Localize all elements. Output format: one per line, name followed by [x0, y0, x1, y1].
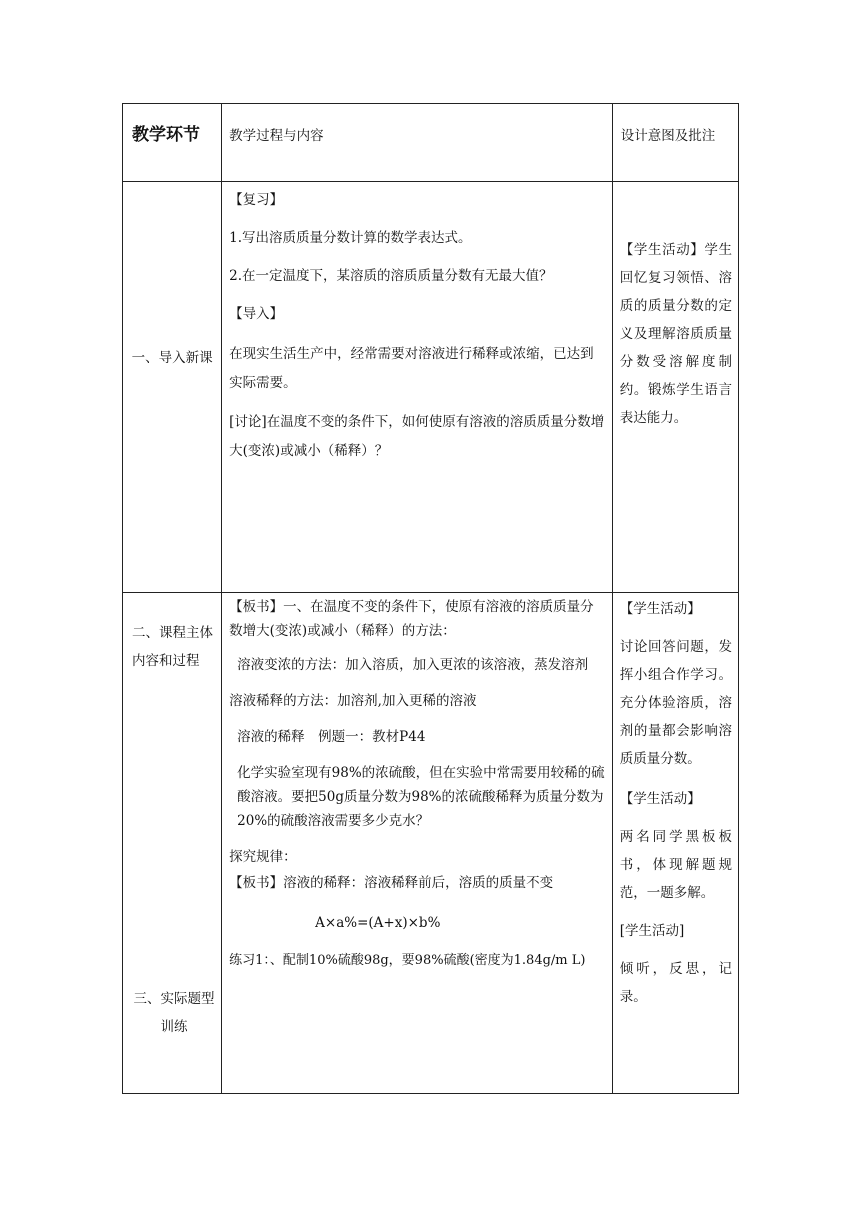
design-note: [学生活动] — [619, 923, 685, 939]
content-cell — [222, 182, 613, 593]
content-paragraph: 溶液稀释的方法：加溶剂,加入更稀的溶液 — [229, 693, 477, 709]
content-paragraph: 【导入】 — [229, 306, 284, 322]
formula: A×a%=(A+x)×b% — [315, 915, 441, 931]
stage-cell — [123, 593, 222, 1094]
design-note: 讨论回答问题，发挥小组合作学习。充分体验溶质，溶剂的量都会影响溶质质量分数。 — [619, 639, 732, 767]
design-note: 【学生活动】学生回忆复习领悟、溶质的质量分数的定义及理解溶质质量分数受溶解度制约。锻炼学生语言表达能力。 — [619, 242, 732, 426]
header-cell-notes — [612, 104, 738, 182]
stage-label-practice: 三、实际题型训练 — [133, 991, 215, 1035]
header-content-label: 教学过程与内容 — [229, 128, 324, 144]
content-paragraph: 【复习】 — [229, 192, 284, 208]
content-paragraph: 1.写出溶质质量分数计算的数学表达式。 — [229, 230, 472, 246]
content-paragraph: [讨论]在温度不变的条件下，如何使原有溶液的溶质质量分数增大(变浓)或减小（稀释）？ — [229, 414, 605, 459]
notes-cell — [612, 182, 738, 593]
content-paragraph: 溶液变浓的方法：加入溶质，加入更浓的该溶液，蒸发溶剂 — [237, 657, 589, 673]
content-paragraph: 化学实验室现有98%的浓硫酸，但在实验中常需要用较稀的硫酸溶液。要把50g质量分数为98%的浓硫酸稀释为质量分数为20%的硫酸溶液需要多少克水？ — [237, 765, 605, 829]
content-paragraph: 【板书】一、在温度不变的条件下，使原有溶液的溶质质量分数增大(变浓)或减小（稀释）的方法： — [229, 599, 594, 639]
content-cell — [222, 593, 613, 1094]
stage-cell — [123, 182, 222, 593]
design-note: 两名同学黑板板书，体现解题规范，一题多解。 — [619, 829, 732, 901]
content-paragraph: 【板书】溶液的稀释：溶液稀释前后，溶质的质量不变 — [229, 875, 554, 891]
content-paragraph: 在现实生活生产中，经常需要对溶液进行稀释或浓缩，已达到实际需要。 — [229, 346, 594, 391]
header-cell-stage — [123, 104, 222, 182]
table-row — [123, 593, 739, 1094]
table-row — [123, 182, 739, 593]
design-note: 【学生活动】 — [619, 791, 701, 807]
content-paragraph: 溶液的稀释 例题一：教材P44 — [237, 729, 426, 745]
notes-cell — [612, 593, 738, 1094]
content-paragraph: 练习1：、配制10%硫酸98g，要98%硫酸(密度为1.84g/m L) — [229, 953, 586, 968]
stage-label-intro: 一、导入新课 — [131, 350, 213, 366]
table-header-row — [123, 104, 739, 182]
header-stage-label: 教学环节 — [132, 125, 200, 145]
lesson-plan-table — [122, 103, 739, 1094]
stage-label-main: 二、课程主体内容和过程 — [132, 625, 213, 669]
design-note: 【学生活动】 — [619, 601, 701, 617]
header-notes-label: 设计意图及批注 — [620, 128, 716, 144]
design-note: 倾听，反思，记录。 — [619, 961, 732, 1005]
content-paragraph: 2.在一定温度下，某溶质的溶质质量分数有无最大值？ — [229, 268, 553, 284]
content-paragraph: 探究规律： — [229, 849, 297, 865]
header-cell-content — [222, 104, 613, 182]
